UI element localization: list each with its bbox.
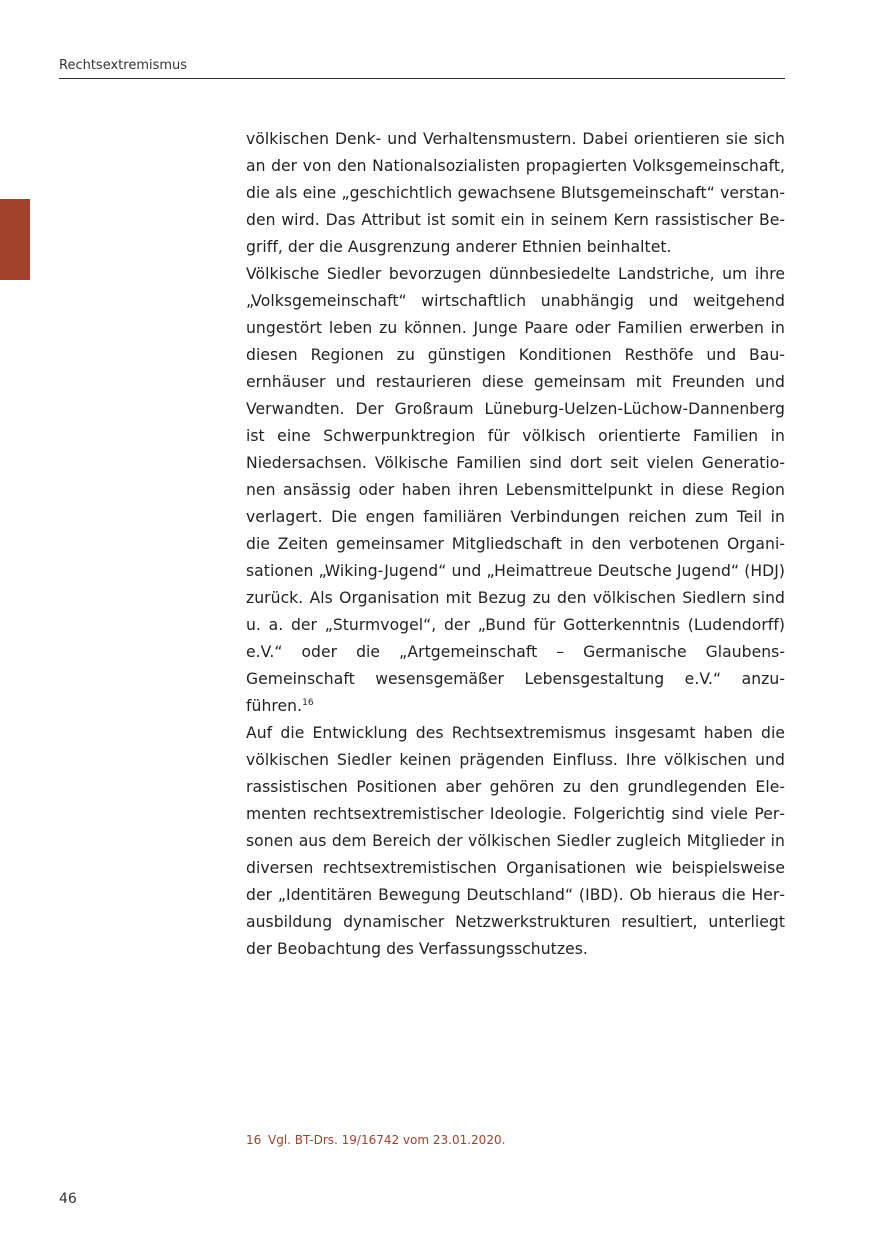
chapter-tab-marker	[0, 199, 30, 280]
page-number: 46	[59, 1191, 77, 1207]
header-rule	[59, 78, 785, 79]
body-text	[246, 126, 785, 963]
footnote-number: 16	[246, 1133, 262, 1147]
footnote	[246, 1131, 505, 1149]
paragraph-3: Auf die Entwicklung des Rechtsextremismus insgesamt haben die völkischen Siedler keinen prägenden Einfluss. Ihre völkischen und rassistischen Positionen aber gehören zu den grundlegenden Elementen rechtsextremistischer Ideologie. Folgerichtig sind viele Personen aus dem Bereich der völkischen Siedler zugleich Mitglieder in diversen rechtsextremistischen Organisationen wie beispielsweise der „Identitären Bewegung Deutschland“ (IBD). Ob hieraus die Herausbildung dynamischer Netzwerkstrukturen resultiert, unterliegt der Beobachtung des Verfassungsschutzes.	[246, 724, 785, 958]
paragraph-1: völkischen Denk- und Verhaltensmustern. Dabei orientieren sie sich an der von den Nationalsozialisten propagierten Volksgemeinschaft, die als eine „geschichtlich gewachsene Blutsgemeinschaft“ verstanden wird. Das Attribut ist somit ein in seinem Kern rassistischer Begriff, der die Ausgrenzung anderer Ethnien beinhaltet.	[246, 130, 785, 256]
footnote-reference[interactable]: 16	[302, 697, 314, 708]
running-header: Rechtsextremismus	[59, 58, 188, 73]
paragraph-2-text: Völkische Siedler bevorzugen dünnbesiedelte Landstriche, um ihre „Volksgemeinschaft“ wirtschaftlich unabhängig und weitgehend ungestört leben zu können. Junge Paare oder Familien erwerben in diesen Regionen zu günstigen Konditionen Resthöfe und Bauernhäuser und restaurieren diese gemeinsam mit Freunden und Verwandten. Der Großraum Lüneburg-Uelzen-Lüchow-Dannenberg ist eine Schwerpunktregion für völkisch orientierte Familien in Niedersachsen. Völkische Familien sind dort seit vielen Generationen ansässig oder haben ihren Lebensmittelpunkt in diese Region verlagert. Die engen familiären Verbindungen reichen zum Teil in die Zeiten gemeinsamer Mitgliedschaft in den verbotenen Organisationen „Wiking-Jugend“ und „Heimattreue Deutsche Jugend“ (HDJ) zurück. Als Organisation mit Bezug zu den völkischen Siedlern sind u. a. der „Sturmvogel“, der „Bund für Gotterkenntnis (Ludendorff) e.V.“ oder die „Artgemeinschaft – Germanische Glaubens-Gemeinschaft wesensgemäßer Lebensgestaltung e.V.“ anzuführen.	[246, 265, 785, 715]
paragraph-2	[246, 261, 785, 720]
footnote-text: Vgl. BT-Drs. 19/16742 vom 23.01.2020.	[268, 1133, 506, 1147]
